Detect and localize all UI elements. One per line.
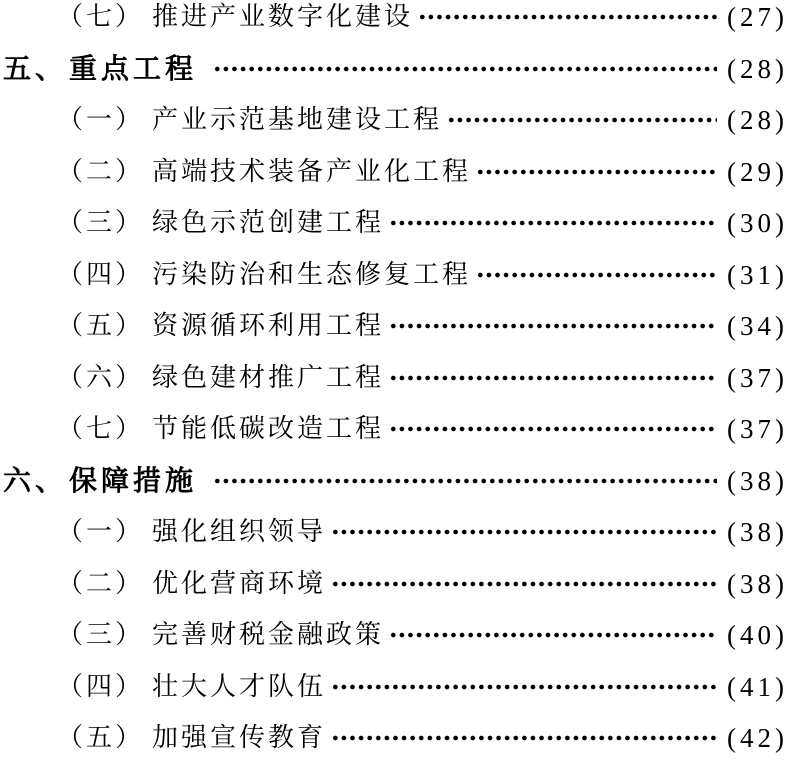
toc-entry-number: （二）: [57, 568, 145, 598]
toc-entry-number: （七）: [57, 2, 145, 31]
toc-dot-leader: [416, 2, 717, 32]
toc-entry-page-number: (31): [727, 259, 788, 290]
toc-dot-leader: [329, 569, 717, 599]
toc-dot-leader: [387, 414, 717, 444]
toc-entry-page-number: (37): [727, 414, 788, 444]
toc-entry-title: 壮大人才队伍: [152, 671, 327, 701]
toc-entry-number: （四）: [57, 671, 145, 701]
toc-entry-title: 加强宣传教育: [152, 723, 327, 752]
toc-entry-title: 产业示范基地建设工程: [152, 105, 443, 134]
toc-entry-number: （三）: [57, 208, 145, 237]
toc-sub-entry: [0, 723, 788, 753]
toc-entry-number: （二）: [57, 156, 145, 186]
toc-entry-page-number: (42): [727, 723, 788, 753]
toc-entry-page-number: (38): [727, 568, 788, 599]
toc-dot-leader: [387, 363, 717, 393]
toc-entry-title: 保障措施: [69, 464, 198, 496]
toc-entry-page-number: (27): [727, 2, 788, 32]
toc-entry-title: 强化组织领导: [152, 517, 327, 546]
toc-dot-leader: [387, 208, 717, 238]
toc-entry-number: （一）: [57, 105, 145, 134]
toc-entry-number: （四）: [57, 259, 145, 289]
toc-dot-leader: [387, 620, 717, 650]
toc-sub-entry: [0, 157, 788, 187]
toc-entry-page-number: (30): [727, 208, 788, 238]
toc-entry-number: （一）: [57, 517, 145, 546]
toc-entry-number: （七）: [57, 414, 145, 443]
toc-entry-page-number: (29): [727, 156, 788, 187]
toc-sub-entry: [0, 569, 788, 599]
toc-entry-number: 六、: [3, 464, 68, 496]
toc-entry-number: 五、: [3, 52, 68, 84]
toc-entry-title: 优化营商环境: [152, 568, 327, 598]
toc-sub-entry: [0, 2, 788, 32]
toc-heading-entry: [0, 54, 788, 84]
toc-dot-leader: [211, 54, 717, 84]
toc-sub-entry: [0, 105, 788, 135]
toc-sub-entry: [0, 311, 788, 341]
toc-entry-number: （六）: [57, 362, 145, 392]
toc-heading-entry: [0, 466, 788, 496]
toc-entry-number: （三）: [57, 620, 145, 649]
toc-sub-entry: [0, 672, 788, 702]
toc-sub-entry: [0, 208, 788, 238]
toc-dot-leader: [387, 311, 717, 341]
toc-entry-title: 绿色建材推广工程: [152, 362, 385, 392]
toc-dot-leader: [445, 105, 717, 135]
toc-entry-title: 高端技术装备产业化工程: [152, 156, 472, 186]
toc-sub-entry: [0, 620, 788, 650]
toc-sub-entry: [0, 414, 788, 444]
toc-entry-page-number: (28): [727, 53, 788, 84]
toc-dot-leader: [474, 157, 717, 187]
toc-entry-page-number: (34): [727, 311, 788, 341]
toc-entry-title: 完善财税金融政策: [152, 620, 385, 649]
toc-entry-title: 绿色示范创建工程: [152, 208, 385, 237]
toc-entry-title: 重点工程: [69, 52, 198, 84]
toc-dot-leader: [329, 672, 717, 702]
toc-entry-page-number: (40): [727, 620, 788, 650]
toc-entry-page-number: (38): [727, 517, 788, 547]
toc-dot-leader: [329, 517, 717, 547]
toc-entry-title: 资源循环利用工程: [152, 311, 385, 340]
toc-entry-number: （五）: [57, 311, 145, 340]
toc-entry-title: 污染防治和生态修复工程: [152, 259, 472, 289]
toc-entry-number: （五）: [57, 723, 145, 752]
toc-entry-page-number: (38): [727, 465, 788, 496]
toc-dot-leader: [474, 260, 717, 290]
toc-sub-entry: [0, 363, 788, 393]
toc-entry-title: 节能低碳改造工程: [152, 414, 385, 443]
toc-entry-page-number: (41): [727, 671, 788, 702]
toc-dot-leader: [211, 466, 717, 496]
toc-entry-title: 推进产业数字化建设: [152, 2, 414, 31]
toc-entry-page-number: (28): [727, 105, 788, 135]
toc-entry-page-number: (37): [727, 362, 788, 393]
toc-sub-entry: [0, 517, 788, 547]
toc-sub-entry: [0, 260, 788, 290]
toc-dot-leader: [329, 723, 717, 753]
